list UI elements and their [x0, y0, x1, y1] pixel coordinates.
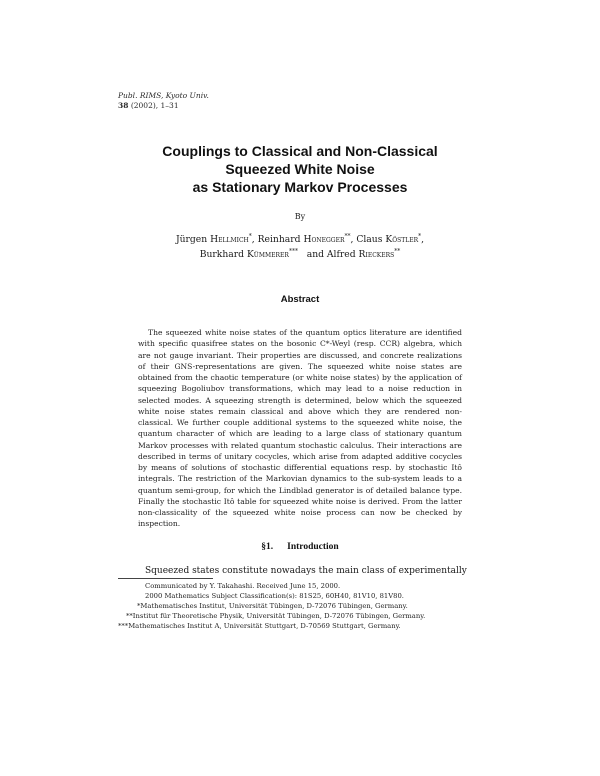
author-connector: and	[306, 248, 324, 260]
author-line-1	[60, 233, 540, 248]
affiliation-mark: ***	[288, 247, 298, 255]
footnote-msc: 2000 Mathematics Subject Classification(s): 81S25, 60H40, 81V10, 81V80.	[145, 592, 404, 601]
author-list	[60, 233, 540, 262]
footnote-rule	[118, 578, 213, 579]
author-hellmich: Jürgen Hellmich*,	[175, 233, 255, 245]
by-label: By	[294, 212, 306, 221]
paper-title	[60, 142, 540, 196]
footnotes	[118, 581, 498, 631]
abstract-text: The squeezed white noise states of the quantum optics literature are identified with specific quasifree states on the bosonic C*-Weyl (resp. CCR) algebra, which are not gauge invariant. Their properties are discussed, and concrete realizations of their GNS-representations are given. The squeezed white noise states are obtained from the chaotic temperature (or white noise states) by the application of squeezing Bogoliubov transformations, which may lead to a noise reduction in selected modes. A squeezing strength is determined, below which the squeezed white noise states remain classical and above which they are rendered non-classical. We further couple additional systems to the squeezed white noise, the quantum character of which are leading to a large class of stationary quantum Markov processes with related quantum stochastic calculus. Their interactions are described in terms of unitary cocycles, which arise from adapted additive cocycles by means of solutions of stochastic differential equations resp. by stochastic Itô integrals. The restriction of the Markovian dynamics to the sub-system leads to a quantum semi-group, for which the Lindblad generator is of detailed balance type. Finally the stochastic Itô table for squeezed white noise is derived. From the latter non-classicality of the squeezed white noise process can now be checked by inspection.	[138, 328, 462, 529]
title-line-3: as Stationary Markov Processes	[192, 179, 408, 195]
journal-info	[118, 91, 209, 111]
author-last-name: Hellmich	[210, 234, 249, 245]
journal-year-pages: (2002), 1–31	[128, 101, 179, 110]
author-last-name: Kümmerer	[246, 248, 289, 260]
author-line-2	[60, 248, 540, 263]
author-last-name: Köstler	[385, 234, 419, 245]
affiliation-mark: *	[418, 233, 422, 240]
author-first-name: Jürgen	[175, 234, 211, 245]
section-number: §1.	[261, 542, 274, 552]
section-title: Introduction	[287, 542, 339, 552]
author-last-name: Rieckers	[358, 248, 395, 260]
intro-paragraph: Squeezed states constitute nowadays the main class of experimentally	[145, 566, 467, 576]
author-rieckers	[327, 249, 400, 260]
author-first-name: Burkhard	[199, 248, 247, 260]
abstract-heading: Abstract	[280, 294, 320, 305]
journal-citation	[118, 101, 209, 111]
author-honegger: Reinhard Honegger**,	[257, 233, 354, 245]
footnote-affiliation-2: **Institut für Theoretische Physik, Universität Tübingen, D-72076 Tübingen, Germany.	[126, 612, 426, 621]
author-last-name: Honegger	[303, 234, 345, 245]
affiliation-mark: **	[394, 247, 401, 255]
author-koestler: Claus Köstler*,	[356, 233, 425, 245]
section-heading	[60, 542, 540, 552]
title-line-1: Couplings to Classical and Non-Classical	[162, 143, 438, 159]
title-line-2: Squeezed White Noise	[225, 161, 375, 177]
journal-volume: 38	[118, 101, 129, 110]
footnote-communicated: Communicated by Y. Takahashi. Received June 15, 2000.	[145, 582, 341, 590]
author-first-name: Reinhard	[257, 234, 304, 245]
affiliation-mark: *	[248, 233, 252, 240]
author-first-name: Claus	[356, 234, 386, 245]
author-kuemmerer	[200, 249, 298, 260]
journal-name: Publ. RIMS, Kyoto Univ.	[118, 91, 209, 100]
footnote-affiliation-1: *Mathematisches Institut, Universität Tübingen, D-72076 Tübingen, Germany.	[137, 602, 408, 611]
author-first-name: Alfred	[326, 248, 359, 260]
affiliation-mark: **	[344, 233, 351, 240]
footnote-affiliation-3: ***Mathematisches Institut A, Universität Stuttgart, D-70569 Stuttgart, Germany.	[118, 622, 401, 631]
